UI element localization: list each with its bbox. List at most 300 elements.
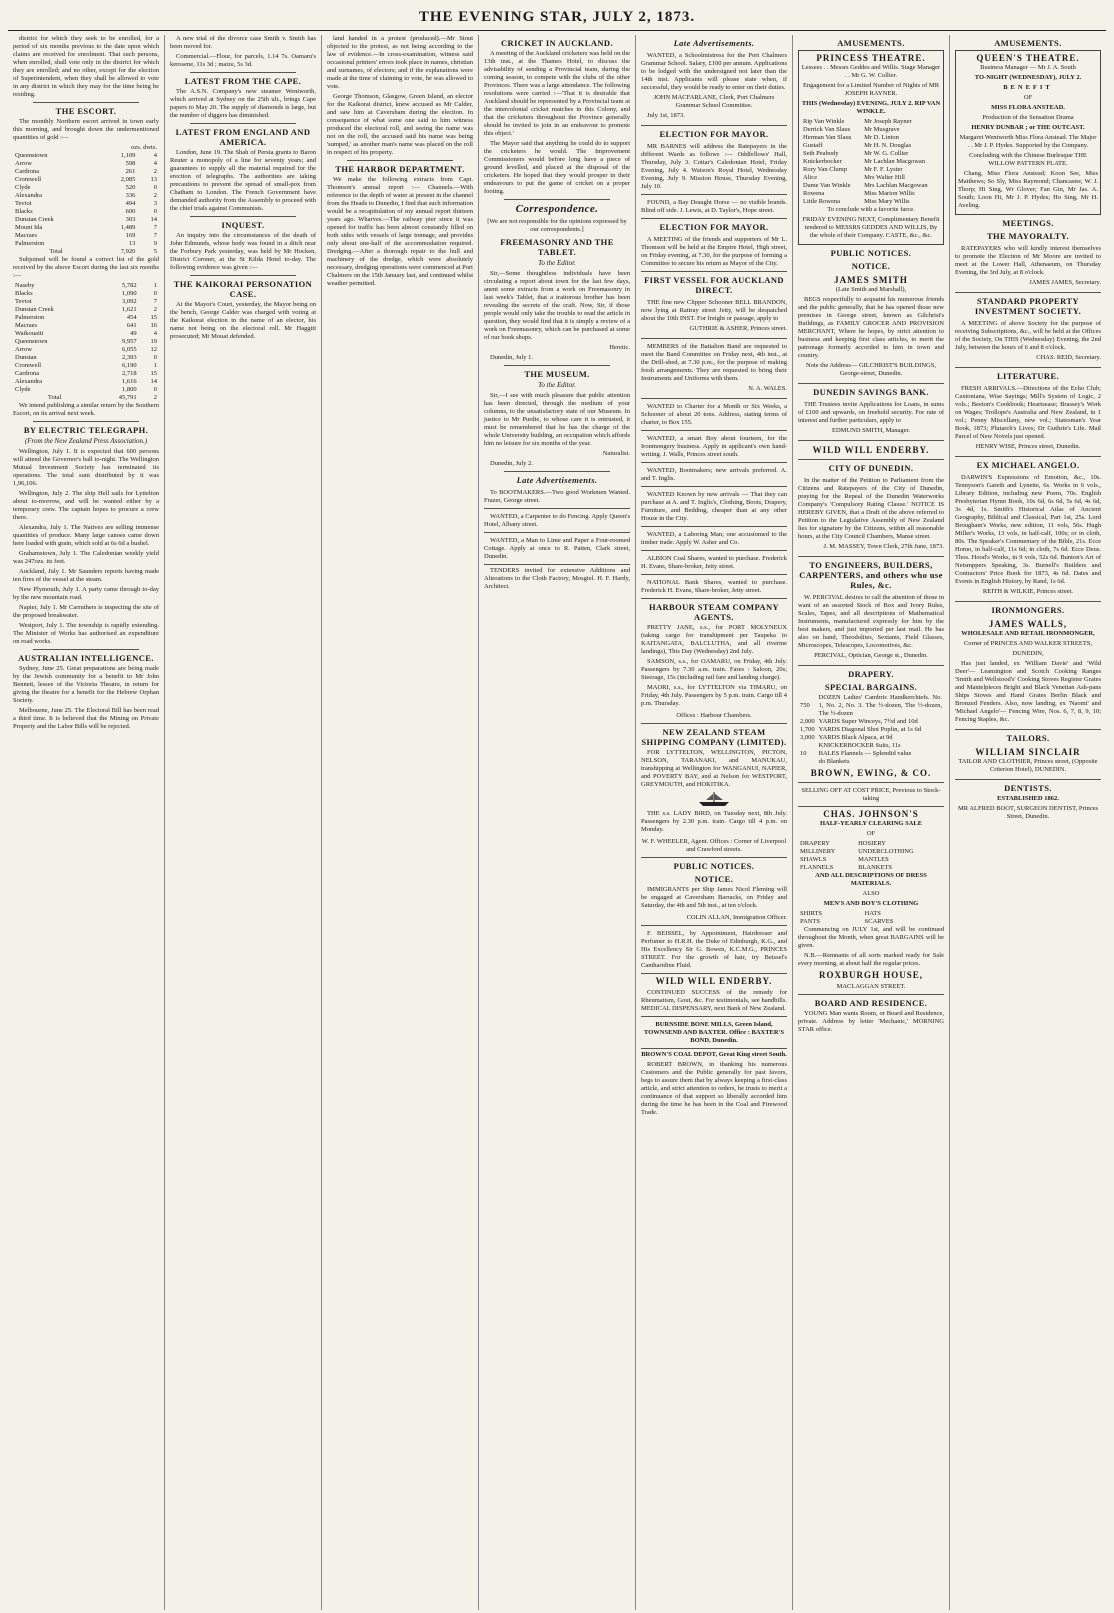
- johnson-item-2-cell: HATS: [864, 910, 881, 917]
- escort-cell: 600: [125, 208, 136, 215]
- bargain-cell: [798, 742, 817, 750]
- mayor-election-heading: ELECTION FOR MAYOR.: [659, 129, 769, 139]
- column-2: [165, 35, 322, 1610]
- escort-text: The monthly Northern escort arrived in town early this morning, and brought down the undermentioned quantities of gold :—: [13, 118, 159, 141]
- six-month-row: [13, 354, 159, 362]
- six-month-table: [13, 282, 159, 402]
- notice-heading: NOTICE.: [694, 874, 734, 884]
- sydney-news: Sydney, June 25. Great preparations are being made by the Jewish community for a benefit to Mr John Bennett, lessee of the Victoria Theatre, in return for giving the theatre for a benefit for the Hebrew Orphan Society.: [13, 665, 159, 704]
- johnson-item-2-cell: SCARVES: [864, 918, 894, 925]
- six-month-cell: 2,393: [121, 354, 137, 361]
- bargain-row: [798, 734, 944, 742]
- escort-cell: 3: [153, 200, 157, 207]
- six-month-row: [13, 330, 159, 338]
- ad-samson: SAMSON, s.s., for OAMARU, on Friday, 4th July. Passengers by 7.30 a.m. train. Fares : Saloon, 20s; Steerage, 15s (including rail fare and landing charge).: [641, 658, 787, 681]
- kaikorai-text: At the Mayor's Court, yesterday, the Mayor being on the bench, George Calder was charged with voting at the Kaikorai election in the name of an elector, his name not being on the electoral roll. Mr Haggitt prosecuted; Mr Mouat defended.: [170, 301, 316, 340]
- cast-row: [801, 190, 941, 198]
- divider: [347, 160, 453, 161]
- johnson-item-2-cell: SHIRTS: [800, 910, 823, 917]
- princess-theatre-title: PRINCESS THEATRE.: [816, 53, 926, 63]
- johnson-also: ALSO: [862, 890, 880, 897]
- six-month-cell: Dunstan Creek: [15, 306, 54, 313]
- johnson-item-2-cell: PANTS: [800, 918, 820, 925]
- escort-cell: Clyde: [15, 184, 31, 191]
- six-month-cell: Teviot: [15, 298, 32, 305]
- column-1: [8, 35, 165, 1610]
- percival-ad: W. PERCIVAL desires to call the attention of those in want of an assorted Stock of Box and Ivory Rules, Scales, Tapes, and all descriptions of Mathematical Instruments, manufactured expressly for him by the best makers, and just imported per last mail. He has also on hand, Theodolites, Sextants, Field Glasses, Microscopes, Telescopes, Locomotives, &c. PERCIVAL, Optician, George st., Dunedin.: [798, 592, 944, 666]
- bargain-cell: BALES Flannels — Splendid value: [818, 750, 912, 757]
- cast-cell: Gustaff: [803, 142, 823, 149]
- bargain-cell: DOZEN Ladies' Cambric Handkerchiefs. No. 1, No. 2, No. 3. The ½-dozen, The ½-dozen, The ½-dozen: [818, 694, 942, 717]
- mayor-election-heading-2: ELECTION FOR MAYOR.: [659, 222, 769, 232]
- correspondence-heading: Correspondence.: [515, 203, 599, 215]
- escort-cell: 336: [125, 192, 136, 199]
- board-heading: BOARD AND RESIDENCE.: [814, 998, 928, 1008]
- six-month-cell: 1,090: [121, 290, 137, 297]
- six-month-cell: Arrow: [15, 346, 32, 353]
- sinclair-ad: WILLIAM SINCLAIR TAILOR AND CLOTHIER, Princes street, (Opposite Criterion Hotel), DUNEDIN.: [955, 745, 1101, 780]
- cast-cell: Rip Van Winkle: [803, 118, 845, 125]
- johnson-item-cell: MANTLES: [858, 856, 889, 863]
- bargain-cell: 2,000: [800, 718, 815, 725]
- cape-heading: LATEST FROM THE CAPE.: [184, 76, 302, 86]
- six-month-cell: 9,957: [121, 338, 137, 345]
- escort-row: [13, 176, 159, 184]
- escort-cell: Dunstan Creek: [15, 216, 54, 223]
- ad-bootmakers: To BOOTMAKERS.—Two good Workmen Wanted. Frazer, George street.: [484, 487, 630, 509]
- cast-cell: Mr W. G. Collier: [864, 150, 909, 157]
- divider: [190, 216, 296, 217]
- museum-date: Dunedin, July 2.: [490, 460, 533, 467]
- mayoralty-ad: RATEPAYERS who will kindly interest themselves to promote the Election of Mr Moore are invited to meet at the Lower Hall, Athenaeum, on Thursday Evening, the 3rd July, at 8 o'clock. JAMES JAMES, Secretary.: [955, 243, 1101, 293]
- cast-row: [801, 150, 941, 158]
- escort-cell: 169: [125, 232, 136, 239]
- bargain-cell: [798, 758, 817, 766]
- museum-letter: Sir,—I see with much pleasure that public attention has been directed, through the medium of your columns, to the unsatisfactory state of our Museum. In justice to Mr Purdie, to whose care it is entrusted, it must be remembered that he has the charge of the whole University building, an occupation which affords him no leisure for six months of the year.: [484, 392, 630, 447]
- escort-table: [13, 144, 159, 256]
- divider: [504, 471, 610, 472]
- six-month-cell: Naseby: [15, 282, 35, 289]
- notice-heading-2: NOTICE.: [851, 261, 891, 271]
- selling-off: SELLING OFF AT COST PRICE, Previous to Stock-taking: [798, 785, 944, 807]
- johnson-nb: N.B.—Remnants of all sorts marked ready for Sale every morning, at about half the regular prices.: [798, 952, 944, 967]
- australian-heading: AUSTRALIAN INTELLIGENCE.: [18, 653, 154, 663]
- escort-cell: 520: [125, 184, 136, 191]
- museum-heading: THE MUSEUM.: [524, 369, 590, 379]
- six-month-cell: 3,092: [121, 298, 137, 305]
- escort-cell: Palmerston: [15, 240, 45, 247]
- escort-cell: 494: [125, 200, 136, 207]
- telegraph-subheading: (From the New Zealand Press Association.): [24, 437, 148, 445]
- cast-cell: Mr Joseph Rayner: [864, 118, 912, 125]
- coal-depot-heading: BROWN'S COAL DEPOT, Great King street South.: [641, 1051, 787, 1058]
- six-month-cell: Palmerston: [15, 314, 45, 321]
- divider: [33, 421, 139, 422]
- commercial-news: Commercial.—Flour, for parcels, 1.14 7s. Oamaru's kerosene, 11s 3d ; maize, 5s 3d.: [170, 53, 316, 68]
- escort-row: [13, 152, 159, 160]
- column-7: [950, 35, 1106, 1610]
- six-month-row: [13, 322, 159, 330]
- ad-beissel: F. BEISSEL, by Appointment, Hairdresser and Perfumer to H.R.H. the Duke of Edinburgh, K.G., and His Excellency Sir G. Bowen, K.C.M.G., PRINCES STREET. For the growth of hair, try Beissel's Cantharidine Fluid.: [641, 928, 787, 974]
- wild-enderby-title-2: WILD WILL ENDERBY.: [798, 443, 944, 460]
- public-notices-heading-2: PUBLIC NOTICES.: [830, 248, 912, 258]
- column-4: [479, 35, 636, 1610]
- bargain-row: [798, 694, 944, 718]
- district-text: district for which they seek to be enrolled, for a period of six months previous to the date upon which claims are received for enrolment. That such persons, when enrolled, shall vote only in the district for which they are enrolled; and no other, except for the election of Superintendent, when they shall be allowed to vote in any district in which they may for the time being be residing.: [13, 35, 159, 98]
- protest-text: land handed in a protest (produced).—Mr Stout objected to the protest, as not being according to the law of evidence.—In cross-examination, witness said occasional printers' errors took place in names, christian and surnames, of electors; and if the explanations were made at the time of claiming to vote, he was allowed to vote.: [327, 35, 473, 90]
- nzss-heading: NEW ZEALAND STEAM SHIPPING COMPANY (LIMITED).: [641, 727, 787, 747]
- bargain-row: [798, 718, 944, 726]
- six-month-cell: 1: [153, 362, 157, 369]
- cast-table: [801, 118, 941, 206]
- freemasonry-date: Dunedin, July 1.: [490, 354, 533, 361]
- ad-tenders: TENDERS invited for extensive Additions and Alterations to the Cloth Factory, Mosgiel. H. F. Hardy, Architect.: [484, 567, 630, 590]
- six-month-cell: 12: [150, 346, 157, 353]
- ad-pretty-jane: PRETTY JANE, s.s., for PORT MOLYNEUX (taking cargo for transhipment per Taupeka to KAITANGATA, BALCLUTHA, and all riverine landings), This Day (Wednesday) 2nd July.: [641, 624, 787, 655]
- johnson-item-cell: UNDERCLOTHING: [858, 848, 914, 855]
- princess-theatre-ad: PRINCESS THEATRE. Lessees . . Messrs Geddes and Willis. Stage Manager . . Mr G. W. Collier. Engagement for a Limited Number of Nights of MR JOSEPH RAYNER. THIS (Wednesday) EVENING, JULY 2. RIP VAN WINKLE. Rip Van Winkle Mr Joseph Rayner Derrick Van Slaus Mr Musgrave Herman Van Slaus Mr D. Linton Gustaff Mr H. N. Douglas Seth Peabody Mr W. G. Collier Knickerbocker Mr Lachlan Macgowan Rory Van Clump Mr F. F. Lyster Alice Mrs Walter Hill Dame Van Winkle Mrs Lachlan Macgowan Rowena Miss Marion Willis Little Rowena Miss Mary Willis To conclude with a favorite farce. FRIDAY EVENING NEXT, Complimentary Benefit tendered to MESSRS GEDDES AND WILLIS, By the whole of their Company. CASTE, &c., &c.: [798, 50, 944, 245]
- johnson-item-row: [798, 840, 944, 848]
- escort-cell: 598: [125, 160, 136, 167]
- johnson-item-2-row: [798, 910, 944, 918]
- ad-charter: WANTED to Charter for a Month or Six Weeks, a Schooner of about 20 tons. Address, stating terms of charter, to Box 155.: [641, 401, 787, 431]
- escort-cell: 2: [153, 168, 157, 175]
- wellington-news: Wellington, July 1. It is expected that 600 persons will attend the Governor's ball to-night. The Wellington Mutual Investment Society has terminated its operations. The total sum distributed by it was 1,96,106.: [13, 448, 159, 487]
- escort-cell: 9: [153, 240, 157, 247]
- ad-schoolmistress: WANTED, a Schoolmistress for the Port Chalmers Grammar School. Salary, £100 per annum. Applications to be lodged with the undersigned not later than the 14th inst. Applicants will please state when, if successful, they would be ready to enter on their duties. JOHN MACFARLANE, Clerk, Port Chalmers Grammar School Committee. July 1st, 1873.: [641, 50, 787, 126]
- cast-cell: Miss Marion Willis: [864, 190, 915, 197]
- six-month-cell: Waikouaiti: [15, 330, 44, 337]
- ironmongers-heading: IRONMONGERS.: [991, 605, 1065, 615]
- cast-cell: Rory Van Clump: [803, 166, 847, 173]
- divider: [190, 72, 296, 73]
- six-month-cell: 5,782: [121, 282, 137, 289]
- six-month-cell: 1,800: [121, 386, 137, 393]
- escort-row: [13, 192, 159, 200]
- savings-bank-ad: THE Trustees invite Applications for Loans, in sums of £100 and upwards, on freehold security. For rate of interest and further particulars, apply to EDMUND SMITH, Manager.: [798, 399, 944, 441]
- roxburgh-sub: MACLAGGAN STREET.: [798, 981, 944, 995]
- six-month-cell: 2: [153, 306, 157, 313]
- museum-subheading: To the Editor.: [538, 381, 576, 389]
- board-ad: YOUNG Man wants Room, or Board and Residence, private. Address by letter 'Mechanic,' MORNING STAR office.: [798, 1010, 944, 1033]
- literature-heading: LITERATURE.: [996, 371, 1060, 381]
- cast-cell: Mrs Lachlan Macgowan: [864, 182, 928, 189]
- six-month-cell: 0: [153, 386, 157, 393]
- bargain-row: [798, 742, 944, 750]
- cast-row: [801, 166, 941, 174]
- thomson-evidence: George Thomson, Glasgow, Green Island, an elector for the Kaikorai district, knew accused as Mr Calder, and saw him at Caversham during the election. In consequence of what some one said to him witness produced the electoral roll, and seeing the name was not on the roll, the accused said his name was being 'sumped,' as another man's name was placed on the roll in respect of his property.: [327, 93, 473, 156]
- six-month-row: [13, 346, 159, 354]
- cast-row: [801, 198, 941, 206]
- johnson-items-table-2: [798, 910, 944, 926]
- divider: [504, 365, 610, 366]
- cricket-text: A meeting of the Auckland cricketers was held on the 13th inst., at the Thames Hotel, to discuss the advisability of sending a Provincial team, during the coming season, to compete with the clubs of the other Provinces. There was a large attendance. The following resolutions were carried :—'That it is desirable that Auckland should be represented by a Provincial team at the intercolonial cricket matches in this Colony, and that the cricketers throughout the Province generally should be invited to join in an endeavour to promote this object.': [484, 50, 630, 137]
- ad-wild-enderby: CONTINUED SUCCESS of the remedy for Rheumatism, Gout, &c. For testimonials, see handbills. MEDICAL DISPENSARY, next Bank of New Zealand.: [641, 987, 787, 1017]
- escort-cell: Arrow: [15, 160, 32, 167]
- escort-cell: 0: [153, 184, 157, 191]
- tailors-heading: TAILORS.: [1006, 733, 1050, 743]
- six-month-cell: 7: [153, 298, 157, 305]
- correspondence-note: [We are not responsible for the opinions expressed by our correspondents.]: [487, 218, 627, 233]
- six-month-row: [13, 314, 159, 322]
- cast-row: [801, 142, 941, 150]
- auckland-news: Auckland, July 1. Mr Saunders reports having made ten fires of the vessel at the steam.: [13, 568, 159, 583]
- divorce-news: A new trial of the divorce case Smith v. Smith has been moved for.: [170, 35, 316, 50]
- divider: [33, 649, 139, 650]
- six-month-cell: 4: [153, 330, 157, 337]
- cape-news: The A.S.N. Company's new steamer Wentworth, which arrived at Sydney on the 25th ult., brings Cape papers to May 20. The supply of diamonds is large, but the number of diggers has diminished.: [170, 88, 316, 119]
- cast-cell: Mrs Walter Hill: [864, 174, 905, 181]
- brown-ewing-title: BROWN, EWING, & CO.: [798, 766, 944, 783]
- freemasonry-subheading: To the Editor.: [538, 259, 576, 267]
- cast-cell: Mr Lachlan Macgowan: [864, 158, 926, 165]
- johnson-item-cell: BLANKETS: [858, 864, 893, 871]
- melbourne-news: Melbourne, June 25. The Electoral Bill has been read a third time. It is believed that the Mining on Private Property and the Labor Bills will be rejected.: [13, 707, 159, 730]
- escort-heading: THE ESCORT.: [55, 106, 117, 116]
- johnson-subtitle: HALF-YEARLY CLEARING SALE: [819, 820, 923, 827]
- six-month-cell: 16: [150, 322, 157, 329]
- six-month-row: [13, 370, 159, 378]
- harbour-steam-heading: HARBOUR STEAM COMPANY AGENTS.: [648, 602, 780, 622]
- freemasonry-letter: Sir,—Some thoughtless individuals have been circulating a report about town for the last few days, anent some extracts from a work on Freemasonry in last week's Tablet, that a traitorous brother has been revealing the secrets of the craft. Now, Sir, if those people would only take the trouble to read the article in question, they would find that it is simply a review of a work on Freemasonry, which can be purchased at some of our book shops.: [484, 270, 630, 341]
- ad-carpenter: WANTED, a Carpenter to do Fencing. Apply Queen's Hotel, Albany street.: [484, 511, 630, 533]
- johnson-men: MEN'S AND BOY'S CLOTHING: [823, 900, 919, 907]
- escort-cell: 1,489: [120, 224, 136, 231]
- six-month-cell: 641: [126, 322, 137, 329]
- wellington-news-2: Wellington, July 2. The ship Hell sails for Lyttelton about to-morrow, and will be wanted either by a temporary crew. The captain hopes to procure a crew there.: [13, 490, 159, 521]
- six-month-cell: 1: [153, 282, 157, 289]
- bargain-cell: 10: [800, 750, 807, 757]
- escort-row: [13, 232, 159, 240]
- napier-news: Napier, July 1. Mr Carruthers is inspecting the site of the proposed breakwater.: [13, 604, 159, 619]
- queens-theatre-title: QUEEN'S THEATRE.: [976, 53, 1080, 63]
- six-month-cell: 454: [126, 314, 137, 321]
- six-month-cell: 1,621: [121, 306, 137, 313]
- escort-cell: 2,085: [120, 176, 136, 183]
- freemasonry-heading: FREEMASONRY AND THE TABLET.: [500, 237, 614, 257]
- six-month-cell: 14: [150, 378, 157, 385]
- six-month-row: [13, 362, 159, 370]
- museum-signature: Naturalist.: [602, 450, 630, 457]
- mayoralty-heading: THE MAYORALTY.: [986, 231, 1070, 241]
- johnson-items-table: [798, 840, 944, 872]
- roxburgh-title: ROXBURGH HOUSE,: [818, 970, 923, 980]
- cast-cell: Little Rowena: [803, 198, 841, 205]
- escort-cell: 7: [153, 232, 157, 239]
- six-month-cell: Alexandra: [15, 378, 43, 385]
- cast-cell: Knickerbocker: [803, 158, 842, 165]
- bargain-cell: 1,700: [800, 726, 815, 733]
- escort-row: [13, 216, 159, 224]
- established: ESTABLISHED 1862.: [997, 795, 1059, 802]
- special-bargains-heading: SPECIAL BARGAINS.: [824, 682, 918, 692]
- amusements-heading: AMUSEMENTS.: [837, 38, 905, 48]
- late-ads-heading-2: Late Advertisements.: [673, 38, 755, 48]
- kaikorai-heading: THE KAIKORAI PERSONATION CASE.: [173, 279, 313, 299]
- ad-lime-paper: WANTED, a Man to Lime and Paper a Four-roomed Cottage. Apply at once to R. Patten, Clark street, Dunedin.: [484, 535, 630, 565]
- escort-row: [13, 184, 159, 192]
- cricket-heading: CRICKET IN AUCKLAND.: [501, 38, 613, 48]
- james-smith-ad: JAMES SMITH (Late Smith and Marshall), BEGS respectfully to acquaint his numerous friends and the public generally, that he has opened those new premises in George street, known as Gilchrist's Buildings, as FAMILY GROCER AND PROVISION MERCHANT, Where he hopes, by strict attention to business and keeping first class articles, to merit the patronage formerly accorded to him in town and country. Note the Address— GILCHRIST'S BUILDINGS, George-street, Dunedin.: [798, 273, 944, 384]
- bargain-cell: YARDS Super Winceys, 7½d and 10d: [818, 718, 918, 725]
- escort-cell: 1,109: [120, 152, 136, 159]
- queens-theatre-ad: QUEEN'S THEATRE. Business Manager — Mr J. A. South TO-NIGHT (WEDNESDAY), JULY 2. BENEFIT OF MISS FLORA ANSTEAD. Production of the Sensation Drama HENRY DUNBAR ; or THE OUTCAST. Margaret Wentworth Miss Flora Anstead. The Major . . Mr J. P. Hydes. Supported by the Company. Concluding with the Chinese Burlesque THE WILLOW PATTERN PLATE. Chang, Miss Flora Anstead; Koon See, Miss Matthews; So Sly, Miss Raymond; Chancaster, W. J. Thorp; Hi Sing, Wr Glover; Fan Gin, Mr Jas. A. South; Loon Hi, Mr J. P. Hydes; Ho Sing, Mr H. Aveling.: [955, 50, 1101, 215]
- johnson-all: AND ALL DESCRIPTIONS OF DRESS MATERIALS.: [815, 872, 927, 887]
- inquest-heading: INQUEST.: [221, 220, 265, 230]
- johnson-item-cell: DRAPERY: [800, 840, 830, 847]
- harbour-text: We make the following extracts from Capt. Thomson's annual report :— Channels.—With reference to the depth of water at present in the channel from the Heads to Dunedin, I find that such information would be a recapitulation of my annual report thirteen years ago. Wharves.—The railway pier since it was opened for traffic has been almost constantly filled on both sides with vessels of large tonnage, and provides only about one-half of the accommodation required. Dredging.—After a thorough repair to the hull and machinery of the dredge, which were absolutely necessary, dredging operations were commenced at Port Chalmers on the 15th January last, and continued whilst weather permitted.: [327, 176, 473, 287]
- ad-maori: MAORI, s.s., for LYTTELTON via TIMARU, on Friday, 4th July. Passengers by 5 p.m. train. Cargo till 4 p.m. Thursday.: [641, 684, 787, 707]
- six-month-cell: Blacks: [15, 290, 33, 297]
- ship-icon: [641, 791, 787, 810]
- escort-cell: Macraes: [15, 232, 38, 239]
- escort-cell: 261: [125, 168, 136, 175]
- escort-text-3: We intend publishing a similar return by the Southern Escort, on its arrival next week.: [13, 402, 159, 417]
- six-month-row: [13, 290, 159, 298]
- six-month-cell: 1,616: [121, 378, 137, 385]
- bargain-cell: do Blankets: [818, 758, 850, 765]
- johnson-item-row: [798, 848, 944, 856]
- divider: [504, 199, 610, 200]
- wheeler-agent: W. F. WHEELER, Agent. Offices : Corner of Liverpool and Crawford streets.: [641, 836, 787, 858]
- cast-cell: Herman Van Slaus: [803, 134, 852, 141]
- ad-burnside: BURNSIDE BONE MILLS, Green Island, TOWNSEND AND BAXTER. Office : BAXTER'S BOND, Dunedin.: [641, 1019, 787, 1049]
- six-month-row: [13, 386, 159, 394]
- six-month-cell: Cromwell: [15, 362, 41, 369]
- cast-cell: Derrick Van Slaus: [803, 126, 851, 133]
- column-5: [636, 35, 793, 1610]
- escort-cell: Mount Ida: [15, 224, 43, 231]
- escort-table-header: ozs. dwts.: [131, 144, 157, 151]
- columns: [8, 35, 1106, 1610]
- bargain-cell: 750: [800, 702, 810, 709]
- six-month-cell: 19: [150, 338, 157, 345]
- bargain-row: [798, 750, 944, 758]
- bargain-cell: YARDS Black Alpaca, at 9d: [818, 734, 893, 741]
- ad-lady-bird: THE s.s. LADY BIRD, on Tuesday next, 8th July. Passengers by 2.30 p.m. train. Cargo till 4 p.m. on Monday.: [641, 810, 787, 833]
- plymouth-news: New Plymouth, July 1. A party came through to-day by the new mountain road.: [13, 586, 159, 601]
- bargains-table: [798, 694, 944, 766]
- six-month-row: [13, 338, 159, 346]
- escort-cell: Teviot: [15, 200, 32, 207]
- standard-ad: A MEETING of above Society for the purpose of receiving Subscriptions, &c., will be held at the Offices of the Society, On THIS (Wednesday) Evening, the 2nd July, between the hours of 6 and 8 o'clock. CHAS. REID, Secretary.: [955, 318, 1101, 368]
- city-notice: In the matter of the Petition to Parliament from the Citizens and Ratepayers of the City of Dunedin, praying for the Repeal of the Dunedin Waterworks Company's 'Compulsory Rating Clause.' NOTICE IS HEREBY GIVEN, that a Draft of the above referred to Petition to the Legislative Assembly of New Zealand lies for signature by the Citizens, within all reasonable hours, at the City Council Chambers, Manse street. J. M. MASSEY, Town Clerk, 27th June, 1873.: [798, 475, 944, 557]
- escort-row: [13, 168, 159, 176]
- harbour-offices: Offices : Harbour Chambers.: [641, 710, 787, 724]
- boot-ad: MR ALFRED BOOT, SURGEON DENTIST, Princes Street, Dunedin.: [957, 805, 1099, 820]
- grahamstown-news: Grahamstown, July 1. The Caledonian weekly yield was 247ozs. its feet.: [13, 550, 159, 565]
- harbour-heading: THE HARBOR DEPARTMENT.: [335, 164, 465, 174]
- cast-row: [801, 134, 941, 142]
- johnson-title: CHAS. JOHNSON'S: [823, 809, 919, 819]
- masthead: THE EVENING STAR, JULY 2, 1873.: [8, 4, 1106, 31]
- divider: [190, 123, 296, 124]
- johnson-of: OF: [866, 830, 876, 837]
- six-month-cell: 2,718: [121, 370, 137, 377]
- england-news: London, June 19. The Shah of Persia grants to Baron Reuter a monopoly of a line for seventy years; and guarantees to supply all the material required for the erection of telegraphs. The authorities are taking precautions to prevent the spread of small-pox from Chatham to London. The French Government have demanded authority from the Assembly to proceed with the chief trials against Communists.: [170, 149, 316, 212]
- six-month-cell: Dunstan: [15, 354, 37, 361]
- ad-bootmakers-2: WANTED, Bootmakers; new arrivals preferred. A. and T. Inglis.: [641, 465, 787, 487]
- escort-cell: 4: [153, 160, 157, 167]
- escort-cell: 13: [150, 176, 157, 183]
- six-month-cell: 6,190: [121, 362, 137, 369]
- six-month-row: [13, 298, 159, 306]
- six-total-row: Total 45,791 2: [47, 394, 157, 401]
- escort-row: [13, 208, 159, 216]
- johnson-item-cell: MILLINERY: [800, 848, 836, 855]
- cast-cell: Seth Peabody: [803, 150, 839, 157]
- ad-robert-brown: ROBERT BROWN, in thanking his numerous Customers and the Public generally for past favors, begs to assure them that by always keeping a first-class article, and strict attention to orders, he trusts to merit a continuance of that support so liberally accorded him during the time he has been in the Coal and Firewood Trade.: [641, 1061, 787, 1116]
- cricket-text-2: The Mayor said that anything he could do to support the cricketers he would. The Improvement Commissioners would before long have a piece of ground levelled, and placed at the disposal of the cricketers. He hoped that they would prosper in their endeavours to put the game of cricket on a proper footing.: [484, 140, 630, 195]
- freemasonry-signature: Heretic.: [609, 344, 630, 351]
- escort-cell: 7: [153, 224, 157, 231]
- six-month-cell: 6,055: [121, 346, 137, 353]
- cast-cell: Mr Musgrave: [864, 126, 900, 133]
- ad-nzss: FOR LYTTELTON, WELLINGTON, PICTON, NELSON, TARANAKI, and MANUKAU, transhipping at Wellington for WANGANUI, NAPIER, and POVERTY BAY, and at Nelson for WESTPORT, GREYMOUTH, and HOKITIKA.: [641, 749, 787, 788]
- escort-cell: Queenstown: [15, 152, 48, 159]
- ad-found-horse: FOUND, a Bay Draught Horse — no visible brands. Blind off side. J. Lewis, at D. Taylor's, Hope street.: [641, 197, 787, 219]
- escort-row: [13, 160, 159, 168]
- ad-wanted-known: WANTED Known by new arrivals — That they can purchase at A. and T. Inglis's, Clothing, Boots, Drapery, Furniture, and Bedding, cheaper than at any other House in the City.: [641, 489, 787, 527]
- bargain-cell: 3,000: [800, 734, 815, 741]
- ad-national-shares: NATIONAL Bank Shares, wanted to purchase. Frederick H. Evans, Share-broker, Jetty street.: [641, 577, 787, 599]
- cast-cell: Alice: [803, 174, 818, 181]
- johnson-item-cell: FLANNELS: [800, 864, 834, 871]
- ad-thomson-meeting: A MEETING of the friends and supporters of Mr L. Thomson will be held at the Empire Hotel, High street, on Friday evening, at 7.30, for the purpose of forming a Committee to secure his return as Mayor of the City.: [641, 234, 787, 272]
- inquest-text: An inquiry into the circumstances of the death of John Edmunds, whose body was found in a ditch near the Forbury Park yesterday, was held by Mr Hocken, District Coroner, at the St Kilda Hotel to-day. The following evidence was given :—: [170, 232, 316, 271]
- westport-news: Westport, July 1. The township is rapidly extending. The Minister of Works has authorised an expenditure on road works.: [13, 622, 159, 645]
- bargain-cell: YARDS Diagonal Shot Poplin, at 1s 6d: [818, 726, 922, 733]
- bargain-row: [798, 758, 944, 766]
- six-month-cell: 15: [150, 370, 157, 377]
- six-month-row: [13, 306, 159, 314]
- column-6: [793, 35, 950, 1610]
- escort-cell: 13: [128, 240, 136, 247]
- cast-cell: Dame Van Winkle: [803, 182, 851, 189]
- escort-cell: 14: [150, 216, 157, 223]
- cast-row: [801, 182, 941, 190]
- ad-laboring-man: WANTED, a Laboring Man; one accustomed to the timber trade. Apply W. Asher and Co.: [641, 529, 787, 551]
- dentists-heading: DENTISTS.: [1004, 783, 1052, 793]
- six-month-cell: Queenstown: [15, 338, 48, 345]
- six-month-cell: 0: [153, 354, 157, 361]
- bargain-cell: KNICKERBOCKER Suits, 11s: [818, 742, 901, 749]
- cast-cell: Mr H. N. Douglas: [864, 142, 912, 149]
- divider: [33, 102, 139, 103]
- six-month-row: [13, 282, 159, 290]
- ad-bell-brandon: THE fine new Clipper Schooner BELL BRANDON, now lying at Rattray street Jetty, will be despatched about the 10th INST. For freight or passage, apply to GUTHRIE & ASHER, Princes street.: [641, 297, 787, 339]
- escort-cell: Alexandra: [15, 192, 43, 199]
- angelo-heading: EX MICHAEL ANGELO.: [976, 460, 1080, 470]
- escort-cell: 0: [153, 208, 157, 215]
- six-month-cell: Clyde: [15, 386, 31, 393]
- six-month-cell: Cardrona: [15, 370, 40, 377]
- fresh-arrivals-ad: FRESH ARRIVALS.—Directions of the Echo Club; Caxtoniana, Wise Sayings; Mill's System of Logic, 2 vols.; Beeton's Cookbook; Heartsease; Brassey's Work on Wages; Trollope's Australia and New Zealand, in 1 vol.; Penny Miscellany, new vol.; Statesman's Year Book, 1873; Plutarch's Lives; Dr Guthrie's Life. Mail Parcel of New Novels just opened. HENRY WISE, Princes street, Dunedin.: [955, 383, 1101, 457]
- engineers-heading: TO ENGINEERS, BUILDERS, CARPENTERS, and others who use Rules, &c.: [799, 560, 943, 590]
- ad-immigrants: IMMIGRANTS per Ship James Nicol Fleming will be engaged at Caversham Barracks, on Friday and Saturday, the 4th and 5th inst., at ten o'clock.: [641, 886, 787, 909]
- england-heading: LATEST FROM ENGLAND AND AMERICA.: [175, 127, 311, 147]
- escort-row: [13, 200, 159, 208]
- escort-row: [13, 240, 159, 248]
- cast-cell: Miss Mary Willis: [864, 198, 910, 205]
- escort-cell: Cromwell: [15, 176, 41, 183]
- escort-total-row: Total 7,920 5: [49, 248, 157, 255]
- escort-row: [13, 224, 159, 232]
- city-heading: CITY OF DUNEDIN.: [828, 463, 914, 473]
- escort-cell: Cardrona: [15, 168, 40, 175]
- cast-row: [801, 158, 941, 166]
- six-month-cell: 0: [153, 290, 157, 297]
